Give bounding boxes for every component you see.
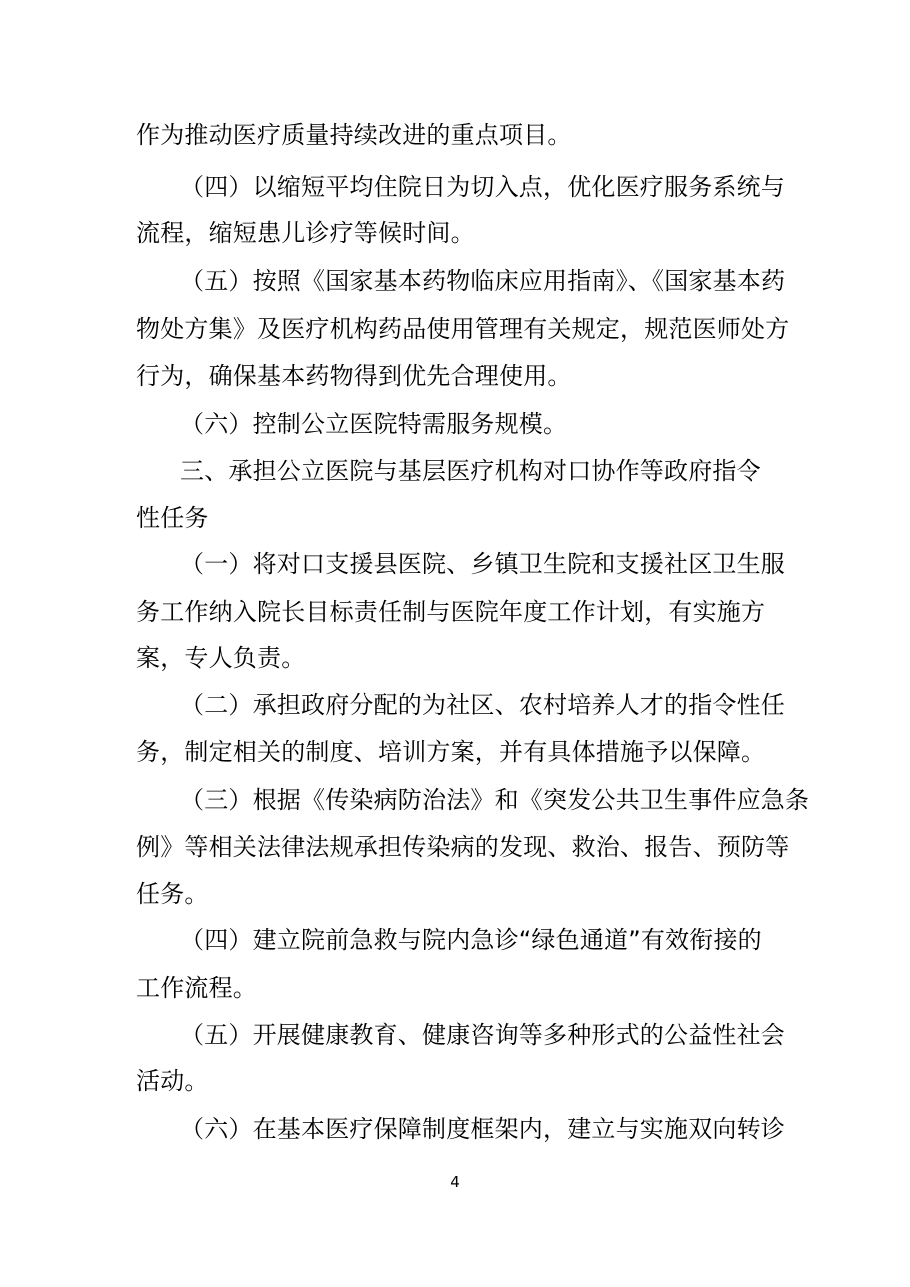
text-line: （五）按照《国家基本药物临床应用指南》、《国家基本药 (180, 267, 786, 295)
text-line: 务工作纳入院长目标责任制与医院年度工作计划，有实施方 (136, 598, 766, 626)
text-line: 物处方集》及医疗机构药品使用管理有关规定，规范医师处方 (136, 315, 790, 343)
text-line: （六）在基本医疗保障制度框架内，建立与实施双向转诊 (180, 1115, 785, 1143)
text-line: （一）将对口支援县医院、乡镇卫生院和支援社区卫生服 (180, 550, 785, 578)
section-heading: 性任务 (136, 504, 209, 532)
text-line: （五）开展健康教育、健康咨询等多种形式的公益性社会 (180, 1021, 785, 1049)
text-line: 案，专人负责。 (136, 644, 306, 672)
text-line: （四）建立院前急救与院内急诊“绿色通道”有效衔接的 (180, 926, 762, 954)
text-line: （四）以缩短平均住院日为切入点，优化医疗服务系统与 (180, 173, 785, 201)
text-line: 流程，缩短患儿诊疗等候时间。 (136, 219, 475, 247)
text-line: （三）根据《传染病防治法》和《突发公共卫生事件应急条 (180, 786, 810, 814)
text-line: 作为推动医疗质量持续改进的重点项目。 (136, 121, 572, 149)
text-line: （六）控制公立医院特需服务规模。 (180, 410, 568, 438)
text-line: 行为，确保基本药物得到优先合理使用。 (136, 362, 572, 390)
text-line: （二）承担政府分配的为社区、农村培养人才的指令性任 (180, 691, 785, 719)
text-line: 工作流程。 (136, 974, 257, 1002)
page-number: 4 (450, 1173, 460, 1191)
text-line: 活动。 (136, 1067, 209, 1095)
text-line: 务，制定相关的制度、培训方案，并有具体措施予以保障。 (136, 738, 766, 766)
section-heading: 三、承担公立医院与基层医疗机构对口协作等政府指令 (180, 457, 761, 485)
text-line: 例》等相关法律法规承担传染病的发现、救治、报告、预防等 (136, 833, 790, 861)
text-line: 任务。 (136, 880, 209, 908)
